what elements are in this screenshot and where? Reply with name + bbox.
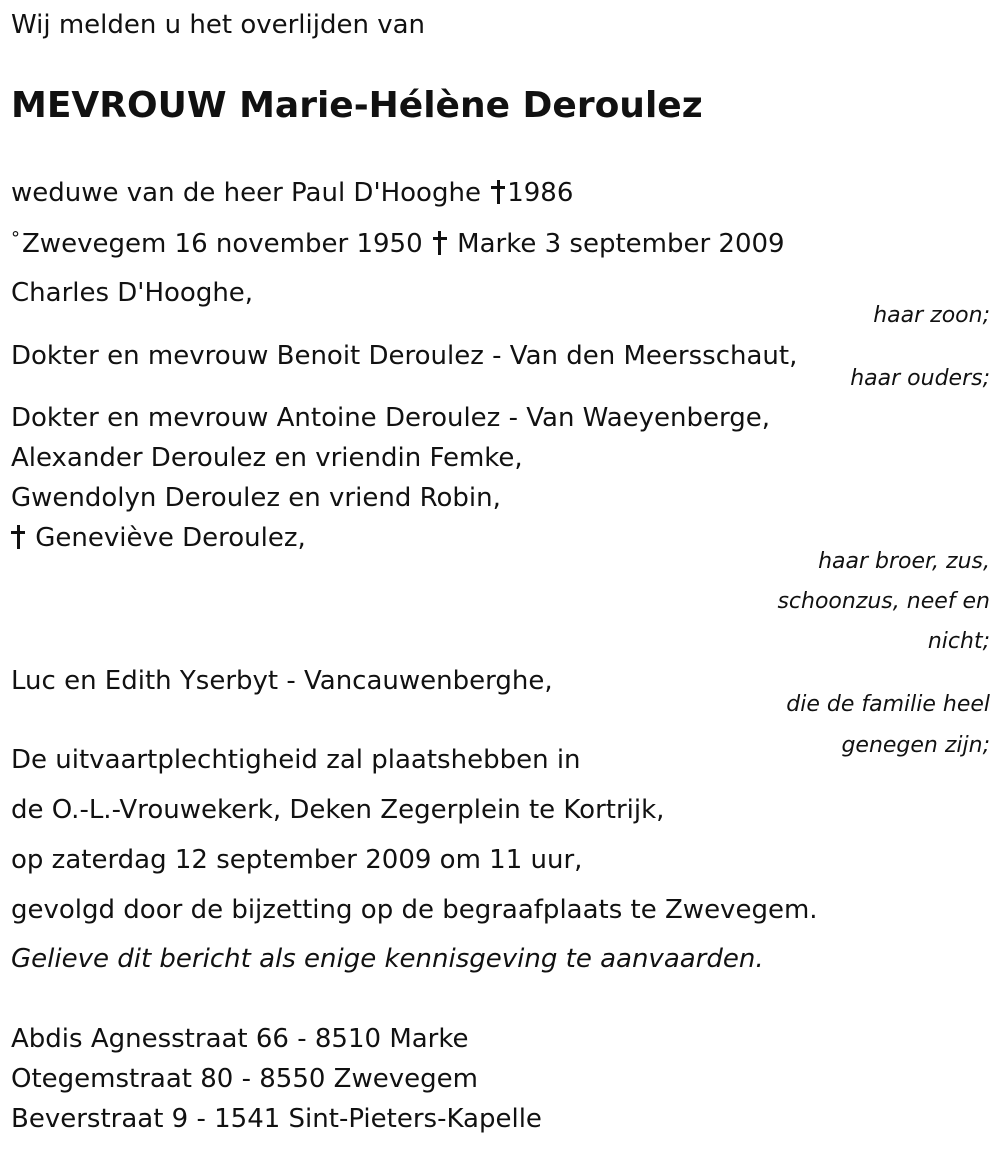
cross-icon [11, 525, 25, 549]
friends-relation-line: genegen zijn; [841, 733, 990, 758]
deceased-sibling-name: Geneviève Deroulez, [35, 523, 306, 553]
cross-icon [491, 180, 505, 204]
funeral-line: De uitvaartplechtigheid zal plaatshebben in [11, 745, 581, 775]
funeral-line: op zaterdag 12 september 2009 om 11 uur, [11, 845, 583, 875]
birth-death-line [11, 230, 785, 257]
spouse-death-year: 1986 [507, 178, 574, 208]
spouse-line [11, 180, 573, 206]
birth-symbol: ° [11, 228, 20, 249]
friends-names: Luc en Edith Yserbyt - Vancauwenberghe, [11, 666, 553, 696]
notice-text: Gelieve dit bericht als enige kennisgeving te aanvaarden. [11, 944, 764, 974]
cross-icon [433, 231, 447, 255]
funeral-line: de O.-L.-Vrouwekerk, Deken Zegerplein te Kortrijk, [11, 795, 665, 825]
address-line: Otegemstraat 80 - 8550 Zwevegem [11, 1064, 478, 1094]
sibling-line: Dokter en mevrouw Antoine Deroulez - Van Waeyenberge, [11, 403, 771, 433]
address-line: Beverstraat 9 - 1541 Sint-Pieters-Kapelle [11, 1104, 542, 1134]
deceased-name-title: MEVROUW Marie-Hélène Deroulez [11, 85, 703, 126]
parents-relation: haar ouders; [850, 366, 990, 391]
birth-text: Zwevegem 16 november 1950 [22, 229, 423, 259]
funeral-line: gevolgd door de bijzetting op de begraafplaats te Zwevegem. [11, 895, 818, 925]
address-line: Abdis Agnesstraat 66 - 8510 Marke [11, 1024, 469, 1054]
sibling-line: Alexander Deroulez en vriendin Femke, [11, 443, 523, 473]
deceased-sibling-line [11, 525, 306, 551]
son-name: Charles D'Hooghe, [11, 278, 254, 308]
intro-text: Wij melden u het overlijden van [11, 10, 426, 40]
sibling-line: Gwendolyn Deroulez en vriend Robin, [11, 483, 501, 513]
friends-relation-line: die de familie heel [786, 692, 990, 717]
son-relation: haar zoon; [873, 303, 990, 328]
parents-names: Dokter en mevrouw Benoit Deroulez - Van den Meersschaut, [11, 341, 798, 371]
siblings-relation-line: nicht; [927, 629, 990, 654]
spouse-text: weduwe van de heer Paul D'Hooghe [11, 178, 481, 208]
siblings-relation-line: haar broer, zus, [818, 549, 990, 574]
siblings-relation-line: schoonzus, neef en [777, 589, 990, 614]
death-text: Marke 3 september 2009 [457, 229, 785, 259]
